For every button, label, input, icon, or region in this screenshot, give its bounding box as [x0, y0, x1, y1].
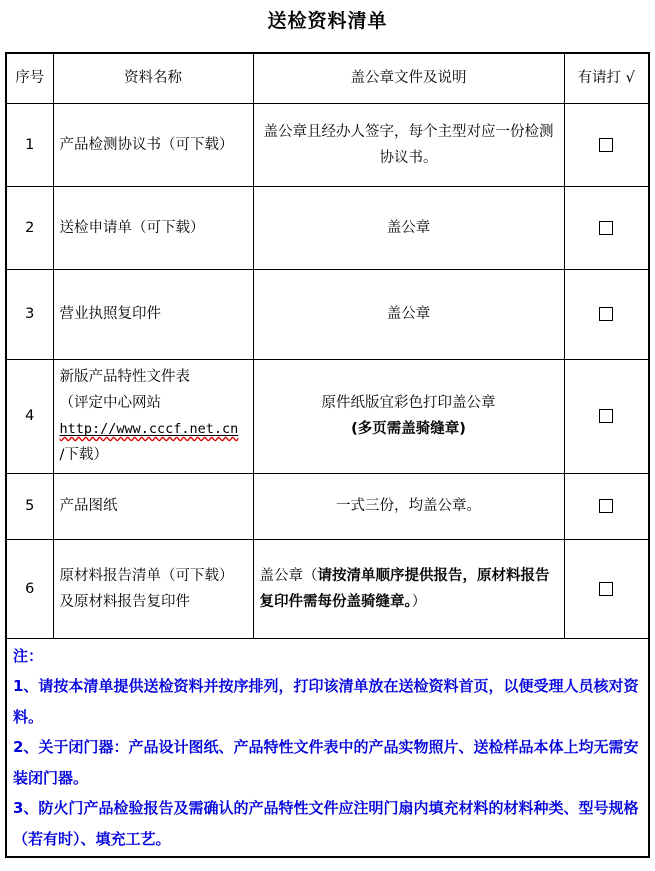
- material-name-line: /下载）: [59, 447, 108, 463]
- checkbox-cell: [564, 539, 649, 638]
- note-item: 3、防火门产品检验报告及需确认的产品特性文件应注明门扇内填充材料的材料种类、型号规格（若有时）、填充工艺。: [13, 799, 639, 848]
- row-number: 6: [6, 539, 53, 638]
- material-name: 原材料报告清单（可下载）及原材料报告复印件: [53, 539, 253, 638]
- header-desc: 盖公章文件及说明: [253, 53, 564, 103]
- notes-label: 注：: [13, 646, 44, 665]
- table-row: [6, 186, 649, 269]
- material-desc: 盖公章且经办人签字，每个主型对应一份检测协议书。: [253, 103, 564, 186]
- table-row: [6, 539, 649, 638]
- material-desc: 盖公章: [253, 269, 564, 359]
- material-desc-run: ）: [411, 593, 427, 610]
- notes-row: [6, 638, 649, 857]
- checkbox[interactable]: [599, 582, 613, 596]
- row-number: 2: [6, 186, 53, 269]
- note-item: 2、关于闭门器：产品设计图纸、产品特性文件表中的产品实物照片、送检样品本体上均无需安装闭门器。: [13, 738, 639, 787]
- table-row: [6, 103, 649, 186]
- material-desc-run-bold: 请按清单顺序提供报告，原材料报告复印件需每份盖骑缝章。: [259, 567, 550, 610]
- notes-cell: [6, 638, 649, 857]
- table-row: [6, 269, 649, 359]
- material-desc-run: 盖公章（: [259, 567, 318, 584]
- material-desc: 盖公章: [253, 186, 564, 269]
- header-name: 资料名称: [53, 53, 253, 103]
- material-name-line: （评定中心网站: [59, 395, 161, 411]
- material-name: 送检申请单（可下载）: [53, 186, 253, 269]
- material-name: 营业执照复印件: [53, 269, 253, 359]
- materials-table: [5, 52, 650, 858]
- material-desc: 一式三份，均盖公章。: [253, 473, 564, 539]
- material-desc: [253, 359, 564, 473]
- table-row: [6, 473, 649, 539]
- row-number: 1: [6, 103, 53, 186]
- material-desc-line-bold: (多页需盖骑缝章): [351, 421, 466, 437]
- checkbox-cell: [564, 269, 649, 359]
- checkbox[interactable]: [599, 307, 613, 321]
- material-name: 产品图纸: [53, 473, 253, 539]
- material-name: [53, 359, 253, 473]
- note-item: 1、请按本清单提供送检资料并按序排列，打印该清单放在送检资料首页，以便受理人员核对资料。: [13, 677, 639, 726]
- material-desc-line: 原件纸版宜彩色打印盖公章: [321, 395, 496, 411]
- row-number: 3: [6, 269, 53, 359]
- checkbox[interactable]: [599, 221, 613, 235]
- row-number: 5: [6, 473, 53, 539]
- material-name-line: 新版产品特性文件表: [59, 369, 190, 385]
- checkbox[interactable]: [599, 409, 613, 423]
- header-check: 有请打 √: [564, 53, 649, 103]
- material-desc: [253, 539, 564, 638]
- table-header-row: [6, 53, 649, 103]
- material-name: 产品检测协议书（可下载）: [53, 103, 253, 186]
- checkbox[interactable]: [599, 499, 613, 513]
- checkbox-cell: [564, 359, 649, 473]
- table-row: [6, 359, 649, 473]
- row-number: 4: [6, 359, 53, 473]
- checkbox-cell: [564, 103, 649, 186]
- cccf-link[interactable]: http://www.cccf.net.cn: [59, 421, 239, 437]
- checkbox-cell: [564, 186, 649, 269]
- checkbox[interactable]: [599, 138, 613, 152]
- checkbox-cell: [564, 473, 649, 539]
- header-no: 序号: [6, 53, 53, 103]
- page-title: 送检资料清单: [267, 10, 388, 32]
